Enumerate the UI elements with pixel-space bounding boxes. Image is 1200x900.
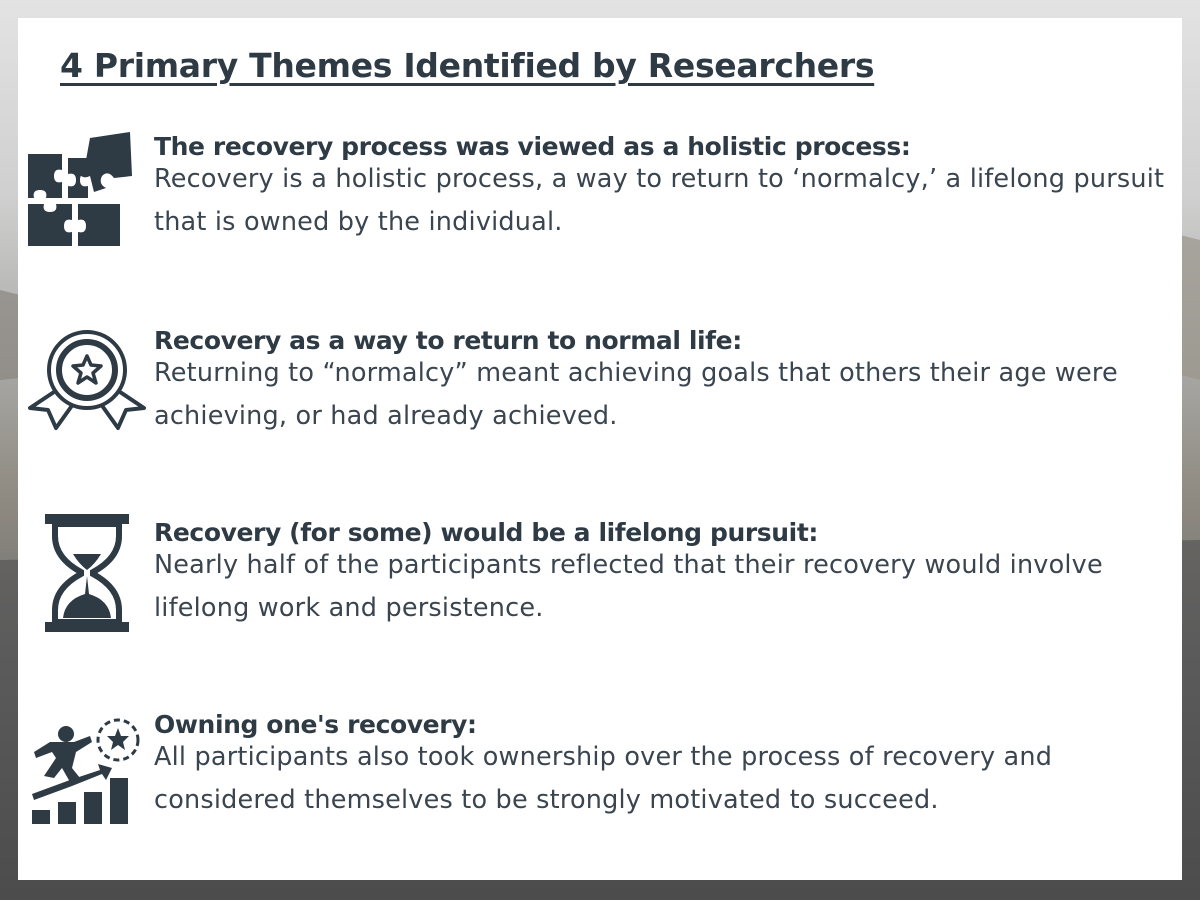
theme-description: Recovery is a holistic process, a way to return to ‘normalcy,’ a lifelong pursuit that is owned by the individual. [154,164,1165,237]
theme-description: All participants also took ownership over the process of recovery and considered themselves to be strongly motivated to succeed. [154,742,1053,815]
theme-heading: Recovery as a way to return to normal life: [154,326,742,355]
theme-heading: Owning one's recovery: [154,710,477,739]
puzzle-pieces-icon [28,130,132,246]
theme-heading: Recovery (for some) would be a lifelong pursuit: [154,518,818,547]
theme-heading: The recovery process was viewed as a holistic process: [154,132,911,161]
person-climbing-growth-icon [30,712,146,824]
theme-description: Returning to “normalcy” meant achieving goals that others their age were achieving, or had already achieved. [154,358,1118,431]
page-title: 4 Primary Themes Identified by Researchers [60,46,875,85]
award-ribbon-star-icon [26,328,148,434]
hourglass-icon [45,514,129,634]
theme-description: Nearly half of the participants reflected that their recovery would involve lifelong work and persistence. [154,550,1103,623]
content-card [18,18,1182,880]
